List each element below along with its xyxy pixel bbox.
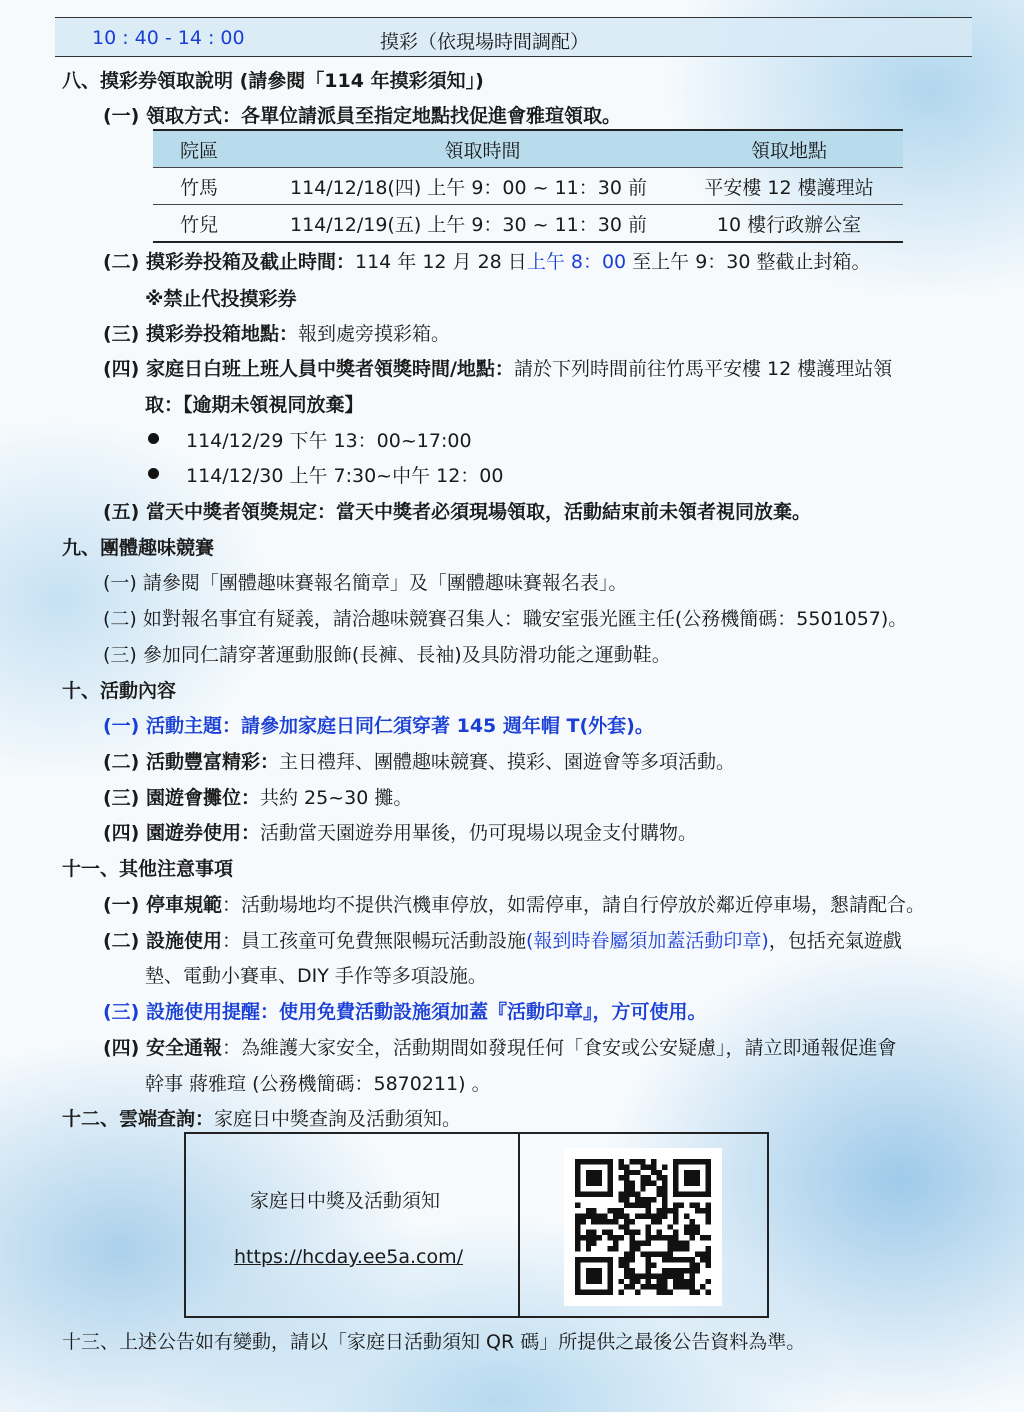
table-header-cell: 院區: [153, 130, 290, 168]
section-9-heading: 九、團體趣味競賽: [62, 537, 215, 559]
section-13: 十三、上述公告如有變動，請以「家庭日活動須知 QR 碼」所提供之最後公告資料為準。: [62, 1331, 806, 1353]
table-header-cell: 領取時間: [290, 130, 675, 168]
section-8-item-4-cont: 取：【逾期未領視同放棄】: [145, 394, 364, 416]
section-11-item-4-cont: 幹事 蔣雅瑄 (公務機簡碼：5870211) 。: [145, 1073, 491, 1095]
table-cell: 竹馬: [153, 168, 290, 205]
pickup-table: [153, 129, 903, 243]
section-10-item-1: (一) 活動主題：請參加家庭日同仁須穿著 145 週年帽 T(外套)。: [103, 715, 654, 737]
bullet-item: 114/12/30 上午 7:30~中午 12：00: [186, 465, 504, 487]
section-10-item-3: (三) 園遊會攤位：共約 25~30 攤。: [103, 787, 413, 809]
section-11-item-2-cont: 墊、電動小賽車、DIY 手作等多項設施。: [145, 965, 487, 987]
table-cell: 114/12/18(四) 上午 9：00 ~ 11：30 前: [290, 168, 675, 205]
section-11-item-1: (一) 停車規範：活動場地均不提供汽機車停放，如需停車，請自行停放於鄰近停車場，懇請配合。: [103, 894, 925, 916]
section-10-item-2: (二) 活動豐富精彩：主日禮拜、團體趣味競賽、摸彩、園遊會等多項活動。: [103, 751, 735, 773]
section-8-item-4: (四) 家庭日白班上班人員中獎者領獎時間/地點：請於下列時間前往竹馬平安樓 12 樓護理站領: [103, 358, 893, 380]
qr-code-icon: [564, 1148, 722, 1306]
bullet-icon: [148, 433, 159, 444]
section-8-item-1: (一) 領取方式：各單位請派員至指定地點找促進會雅瑄領取。: [103, 105, 621, 127]
section-8-item-3: (三) 摸彩券投箱地點：報到處旁摸彩箱。: [103, 323, 450, 345]
section-8-item-2: (二) 摸彩券投箱及截止時間：114 年 12 月 28 日上午 8：00 至上午 9：30 整截止封箱。: [103, 251, 871, 273]
bullet-item: 114/12/29 下午 13：00~17:00: [186, 430, 472, 452]
table-cell: 114/12/19(五) 上午 9：30 ~ 11：30 前: [290, 205, 675, 243]
section-12-heading: 十二、雲端查詢：家庭日中獎查詢及活動須知。: [62, 1108, 462, 1130]
section-11-item-4: (四) 安全通報：為維護大家安全，活動期間如發現任何「食安或公安疑慮」，請立即通報促進會: [103, 1037, 897, 1059]
section-11-item-3: (三) 設施使用提醒：使用免費活動設施須加蓋『活動印章』，方可使用。: [103, 1001, 707, 1023]
section-8-item-5: (五) 當天中獎者領獎規定：當天中獎者必須現場領取，活動結束前未領者視同放棄。: [103, 501, 811, 523]
activity-link[interactable]: https://hcday.ee5a.com/: [234, 1246, 464, 1268]
box-divider: [518, 1134, 520, 1316]
table-header-row: [153, 130, 903, 168]
schedule-row: [55, 17, 972, 57]
schedule-time: 10 : 40 - 14 : 00: [92, 27, 245, 49]
table-row: [153, 168, 903, 205]
qr-info-box: [184, 1132, 769, 1318]
section-8-heading: 八、摸彩券領取說明 (請參閱「114 年摸彩須知」): [62, 70, 484, 92]
section-11-item-2: (二) 設施使用：員工孩童可免費無限暢玩活動設施(報到時眷屬須加蓋活動印章)，包括充氣遊戲: [103, 930, 902, 952]
qr-box-label: 家庭日中獎及活動須知: [250, 1190, 441, 1212]
table-row: [153, 205, 903, 243]
bullet-icon: [148, 468, 159, 479]
section-9-item: (一) 請參閱「團體趣味賽報名簡章」及「團體趣味賽報名表」。: [103, 572, 628, 594]
section-9-item: (三) 參加同仁請穿著運動服飾(長褲、長袖)及具防滑功能之運動鞋。: [103, 644, 671, 666]
section-10-item-4: (四) 園遊券使用：活動當天園遊券用畢後，仍可現場以現金支付購物。: [103, 822, 697, 844]
section-10-heading: 十、活動內容: [62, 680, 177, 702]
section-9-item: (二) 如對報名事宜有疑義，請洽趣味競賽召集人：職安室張光匯主任(公務機簡碼：5501057)。: [103, 608, 908, 630]
schedule-item: 摸彩（依現場時間調配）: [380, 31, 590, 53]
table-cell: 竹兒: [153, 205, 290, 243]
table-cell: 10 樓行政辦公室: [675, 205, 903, 243]
table-cell: 平安樓 12 樓護理站: [675, 168, 903, 205]
section-8-note: ※禁止代投摸彩券: [145, 288, 297, 310]
section-11-heading: 十一、其他注意事項: [62, 858, 234, 880]
table-header-cell: 領取地點: [675, 130, 903, 168]
